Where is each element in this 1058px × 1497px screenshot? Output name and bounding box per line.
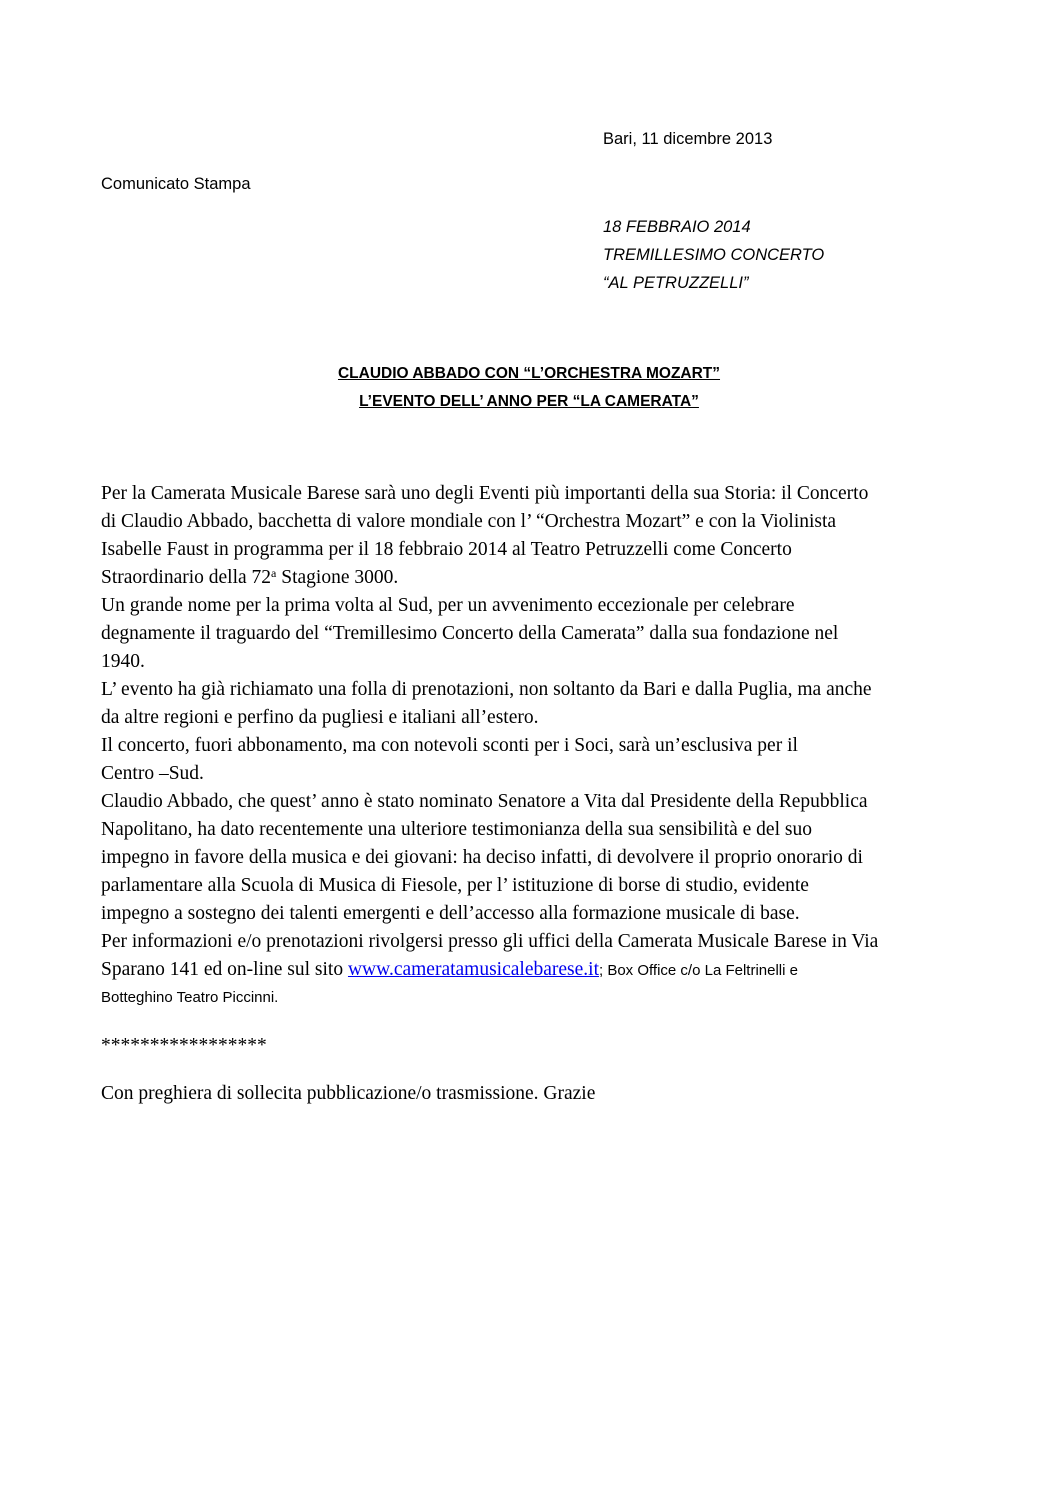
body-line — [101, 564, 961, 592]
body-line: parlamentare alla Scuola di Musica di Fiesole, per l’ istituzione di borse di studio, evidente — [101, 875, 809, 896]
document-type: Comunicato Stampa — [101, 175, 251, 193]
body-line: Napolitano, ha dato recentemente una ulteriore testimonianza della sua sensibilità e del suo — [101, 819, 812, 840]
body-line — [101, 956, 961, 984]
body-line-text: Sparano 141 ed on-line sul sito — [101, 959, 348, 980]
body-line: Centro –Sud. — [101, 763, 204, 784]
body-line: da altre regioni e perfino da pugliesi e italiani all’estero. — [101, 707, 539, 728]
body-line: Il concerto, fuori abbonamento, ma con notevoli sconti per i Soci, sarà un’esclusiva per il — [101, 735, 798, 756]
website-link[interactable]: www.cameratamusicalebarese.it — [347, 959, 599, 980]
body-line: Per informazioni e/o prenotazioni rivolgersi presso gli uffici della Camerata Musicale Barese in Via — [101, 931, 879, 952]
body-line: L’ evento ha già richiamato una folla di prenotazioni, non soltanto da Bari e dalla Puglia, ma anche — [101, 679, 872, 700]
body-line: Per la Camerata Musicale Barese sarà uno degli Eventi più importanti della sua Storia: il Concerto — [101, 483, 869, 504]
body-line: impegno in favore della musica e dei giovani: ha deciso infatti, di devolvere il proprio onorario di — [101, 847, 863, 868]
body-line: Isabelle Faust in programma per il 18 febbraio 2014 al Teatro Petruzzelli come Concerto — [101, 539, 792, 560]
separator: ***************** — [101, 1035, 267, 1056]
event-info-block — [603, 217, 824, 301]
event-date: 18 FEBBRAIO 2014 — [603, 218, 751, 236]
headline — [100, 364, 958, 420]
body-line: Un grande nome per la prima volta al Sud, per un avvenimento eccezionale per celebrare — [101, 595, 795, 616]
body-line: degnamente il traguardo del “Tremillesimo Concerto della Camerata” dalla sua fondazione nel — [101, 623, 839, 644]
headline-line-2: L’EVENTO DELL’ ANNO PER “LA CAMERATA” — [359, 393, 699, 410]
ordinal-superscript: a — [271, 566, 277, 580]
event-title: TREMILLESIMO CONCERTO — [603, 246, 825, 264]
body-line: Botteghino Teatro Piccinni. — [101, 989, 279, 1006]
body-line: impegno a sostegno dei talenti emergenti e dell’accesso alla formazione musicale di base. — [101, 903, 800, 924]
headline-line-1: CLAUDIO ABBADO CON “L’ORCHESTRA MOZART” — [337, 365, 721, 382]
body-text — [101, 480, 961, 1012]
body-line-text: Straordinario della 72 — [101, 567, 272, 588]
body-line-text: Stagione 3000. — [276, 567, 399, 588]
closing-line: Con preghiera di sollecita pubblicazione/o trasmissione. Grazie — [101, 1083, 596, 1104]
box-office-text: ; Box Office c/o La Feltrinelli e — [599, 962, 798, 979]
body-line: 1940. — [101, 651, 145, 672]
date-line: Bari, 11 dicembre 2013 — [603, 130, 773, 148]
body-line: di Claudio Abbado, bacchetta di valore mondiale con l’ “Orchestra Mozart” e con la Violinista — [101, 511, 837, 532]
body-line: Claudio Abbado, che quest’ anno è stato nominato Senatore a Vita dal Presidente della Repubblica — [101, 791, 868, 812]
event-venue: “AL PETRUZZELLI” — [603, 274, 749, 292]
